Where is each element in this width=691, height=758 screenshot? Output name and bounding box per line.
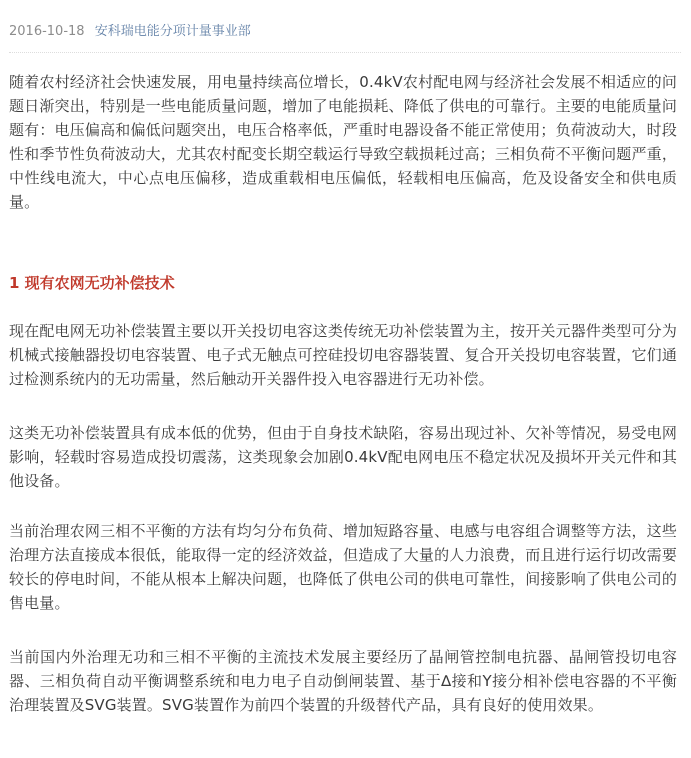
paragraph-imbalance-methods: 当前治理农网三相不平衡的方法有均匀分布负荷、增加短路容量、电感与电容组合调整等方法，这些治理方法直接成本很低，能取得一定的经济效益，但造成了大量的人力浪费，而且进行运行切改需要较长的停电时间，不能从根本上解决问题，也降低了供电公司的供电可靠性，间接影响了供电公司的售电量。 [9,522,677,612]
publish-date: 2016-10-18 [9,24,85,39]
meta-divider [9,52,681,53]
section-heading: 1 现有农网无功补偿技术 [9,274,175,292]
paragraph-intro: 随着农村经济社会快速发展，用电量持续高位增长，0.4kV农村配电网与经济社会发展不相适应的问题日渐突出，特别是一些电能质量问题，增加了电能损耗、降低了供电的可靠行。主要的电能质量问题有：电压偏高和偏低问题突出，电压合格率低，严重时电器设备不能正常使用；负荷波动大，时段性和季节性负荷波动大，尤其农村配变长期空载运行导致空载损耗过高；三相负荷不平衡问题严重，中性线电流大，中心点电压偏移，造成重载相电压偏低，轻载相电压偏高，危及设备安全和供电质量。 [9,73,677,211]
article-meta [9,23,251,41]
paragraph-compensation-devices: 现在配电网无功补偿装置主要以开关投切电容这类传统无功补偿装置为主，按开关元器件类型可分为机械式接触器投切电容装置、电子式无触点可控硅投切电容器装置、复合开关投切电容装置，它们通过检测系统内的无功需量，然后触动开关器件投入电容器进行无功补偿。 [9,322,677,388]
paragraph-mainstream-tech: 当前国内外治理无功和三相不平衡的主流技术发展主要经历了晶闸管控制电抗器、晶闸管投切电容器、三相负荷自动平衡调整系统和电力电子自动倒闸装置、基于∆接和Y接分相补偿电容器的不平衡治理装置及SVG装置。SVG装置作为前四个装置的升级替代产品，具有良好的使用效果。 [9,648,677,714]
source-link[interactable]: 安科瑞电能分项计量事业部 [94,24,251,39]
paragraph-cost-advantage: 这类无功补偿装置具有成本低的优势，但由于自身技术缺陷，容易出现过补、欠补等情况，易受电网影响，轻载时容易造成投切震荡，这类现象会加剧0.4kV配电网电压不稳定状况及损坏开关元件和其他设备。 [9,424,677,490]
